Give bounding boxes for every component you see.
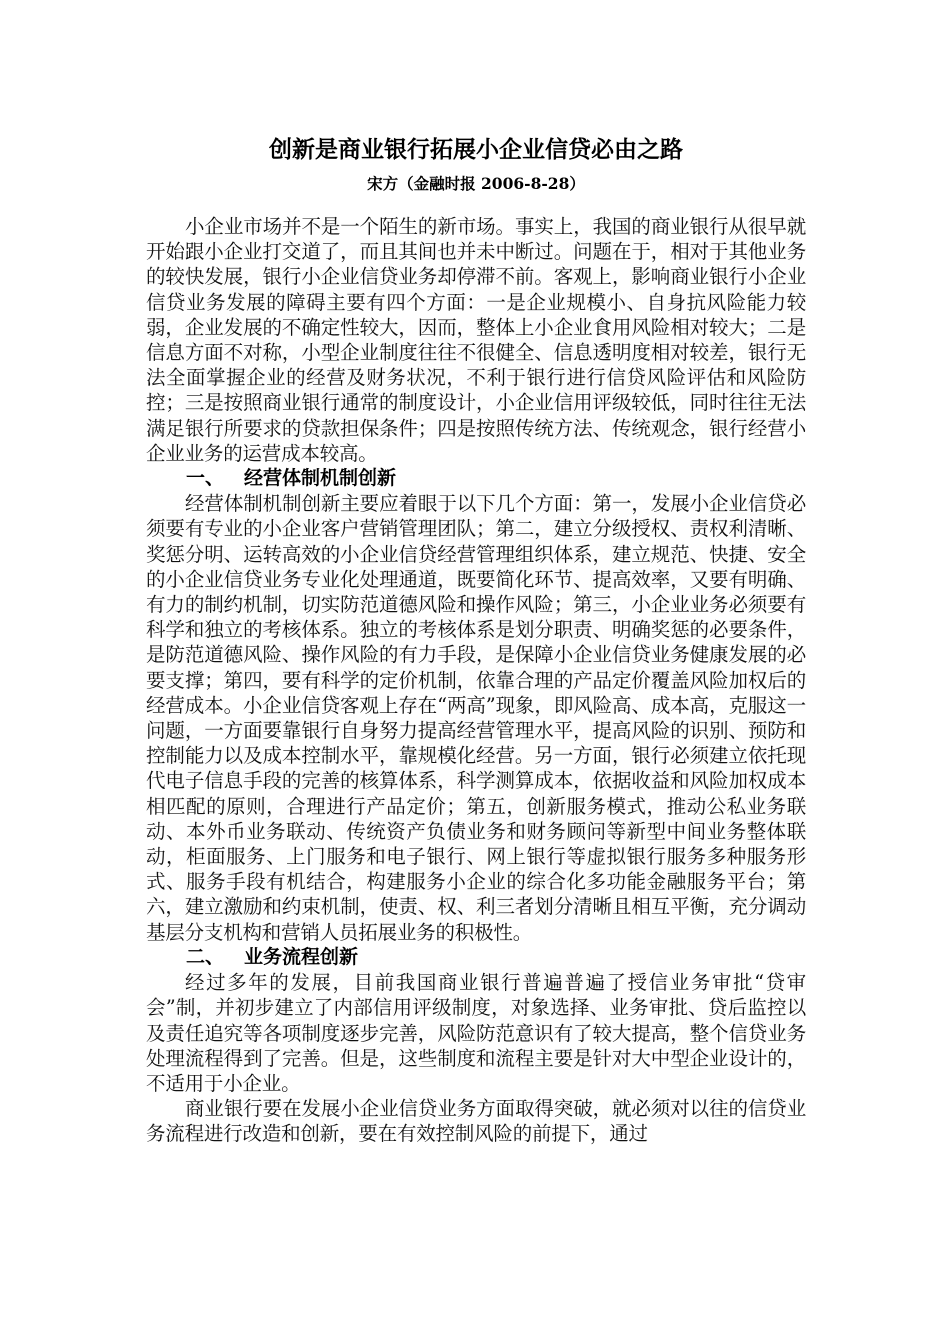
document-byline: 宋方（金融时报 2006-8-28） (367, 174, 585, 193)
intro-paragraph: 小企业市场并不是一个陌生的新市场。事实上，我国的商业银行从很早就开始跟小企业打交道了，而且其间也并未中断过。问题在于，相对于其他业务的较快发展，银行小企业信贷业务却停滞不前。客观上，影响商业银行小企业信贷业务发展的障碍主要有四个方面：一是企业规模小、自身抗风险能力较弱，企业发展的不确定性较大，因而，整体上小企业食用风险相对较大；二是信息方面不对称，小型企业制度往往不很健全、信息透明度相对较差，银行无法全面掌握企业的经营及财务状况，不利于银行进行信贷风险评估和风险防控；三是按照商业银行通常的制度设计，小企业信用评级较低，同时往往无法满足银行所要求的贷款担保条件；四是按照传统方法、传统观念，银行经营小企业业务的运营成本较高。 (146, 215, 806, 465)
section-2-number: 二、 (186, 945, 225, 968)
section-2-paragraph-2: 商业银行要在发展小企业信贷业务方面取得突破，就必须对以往的信贷业务流程进行改造和创新，要在有效控制风险的前提下，通过 (146, 1097, 806, 1146)
section-1-number: 一、 (186, 467, 225, 490)
document-body (146, 214, 806, 1147)
section-2-title: 业务流程创新 (244, 945, 359, 968)
document-title: 创新是商业银行拓展小企业信贷必由之路 (269, 137, 683, 163)
section-2-paragraph-1: 经过多年的发展，目前我国商业银行普遍普遍了授信业务审批“贷审会”制，并初步建立了内部信用评级制度，对象选择、业务审批、贷后监控以及责任追究等各项制度逐步完善，风险防范意识有了较大提高，整个信贷业务处理流程得到了完善。但是，这些制度和流程主要是针对大中型企业设计的，不适用于小企业。 (146, 971, 806, 1095)
document-content (146, 132, 806, 1147)
section-2-heading (146, 945, 806, 970)
section-1-heading (146, 466, 806, 491)
section-1-title: 经营体制机制创新 (244, 467, 397, 490)
section-1-paragraph: 经营体制机制创新主要应着眼于以下几个方面：第一，发展小企业信贷必须要有专业的小企业客户营销管理团队；第二，建立分级授权、责权利清晰、奖惩分明、运转高效的小企业信贷经营管理组织体系，建立规范、快捷、安全的小企业信贷业务专业化处理通道，既要简化环节、提高效率，又要有明确、有力的制约机制，切实防范道德风险和操作风险；第三，小企业业务必须要有科学和独立的考核体系。独立的考核体系是划分职责、明确奖惩的必要条件，是防范道德风险、操作风险的有力手段，是保障小企业信贷业务健康发展的必要支撑；第四，要有科学的定价机制，依靠合理的产品定价覆盖风险加权后的经营成本。小企业信贷客观上存在“两高”现象，即风险高、成本高，克服这一问题，一方面要靠银行自身努力提高经营管理水平，提高风险的识别、预防和控制能力以及成本控制水平，靠规模化经营。另一方面，银行必须建立依托现代电子信息手段的完善的核算体系，科学测算成本，依据收益和风险加权成本相匹配的原则，合理进行产品定价；第五，创新服务模式，推动公私业务联动、本外币业务联动、传统资产负债业务和财务顾问等新型中间业务整体联动，柜面服务、上门服务和电子银行、网上银行等虚拟银行服务多种服务形式、服务手段有机结合，构建服务小企业的综合化多功能金融服务平台；第六，建立激励和约束机制，使责、权、利三者划分清晰且相互平衡，充分调动基层分支机构和营销人员拓展业务的积极性。 (146, 492, 806, 944)
